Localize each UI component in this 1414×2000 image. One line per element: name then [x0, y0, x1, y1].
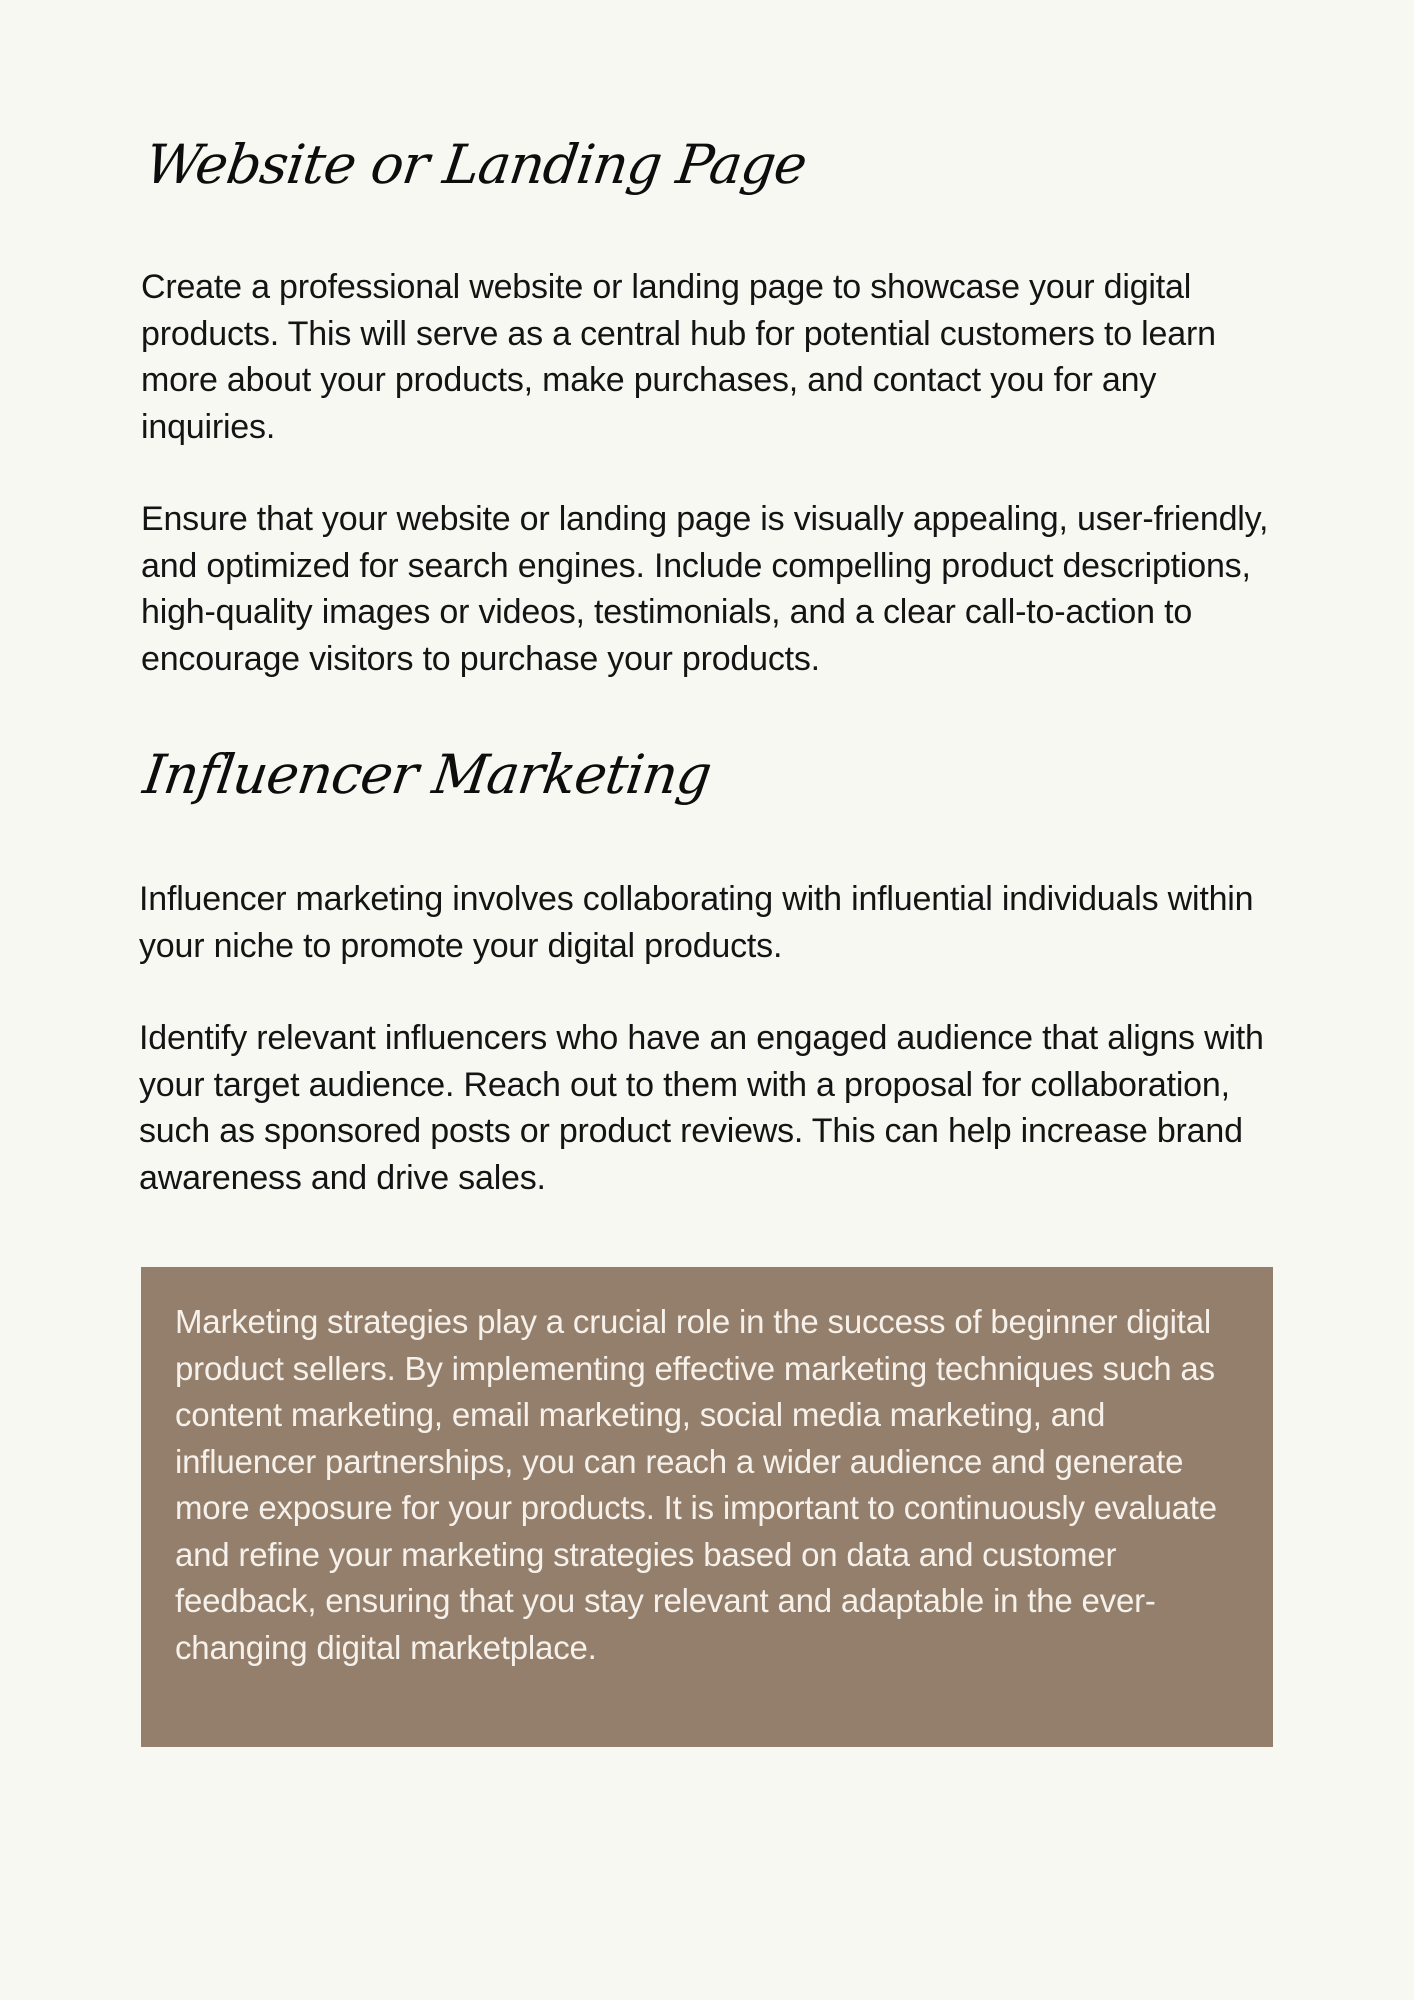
section-paragraph: Identify relevant influencers who have an engaged audience that aligns with your target audience. Reach out to them with a proposal for collaboration, such as sponsored posts or product reviews. This can help increase brand awareness and drive sales. — [139, 1019, 1264, 1197]
section-heading: Website or Landing Page — [141, 133, 811, 196]
summary-text: Marketing strategies play a crucial role in the success of beginner digital product sellers. By implementing effective marketing techniques such as content marketing, email marketing, social media marketing, and influencer partnerships, you can reach a wider audience and generate more exposure for your products. It is important to continuously evaluate and refine your marketing strategies based on data and customer feedback, ensuring that you stay relevant and adaptable in the ever-changing digital marketplace. — [175, 1303, 1217, 1666]
summary-callout-box — [141, 1267, 1273, 1747]
section-paragraph: Create a professional website or landing page to showcase your digital products. This will serve as a central hub for potential customers to learn more about your products, make purchases, and contact you for any inquiries. — [141, 268, 1216, 446]
section-influencer-marketing — [139, 740, 1279, 1201]
section-paragraph: Influencer marketing involves collaborating with influential individuals within your niche to promote your digital products. — [139, 880, 1254, 965]
section-paragraph: Ensure that your website or landing page is visually appealing, user-friendly, and optimized for search engines. Include compelling product descriptions, high-quality images or videos, testimonials, and a clear call-to-action to encourage visitors to purchase your products. — [141, 500, 1269, 678]
section-website-landing-page — [141, 130, 1281, 682]
section-heading: Influencer Marketing — [139, 743, 715, 806]
